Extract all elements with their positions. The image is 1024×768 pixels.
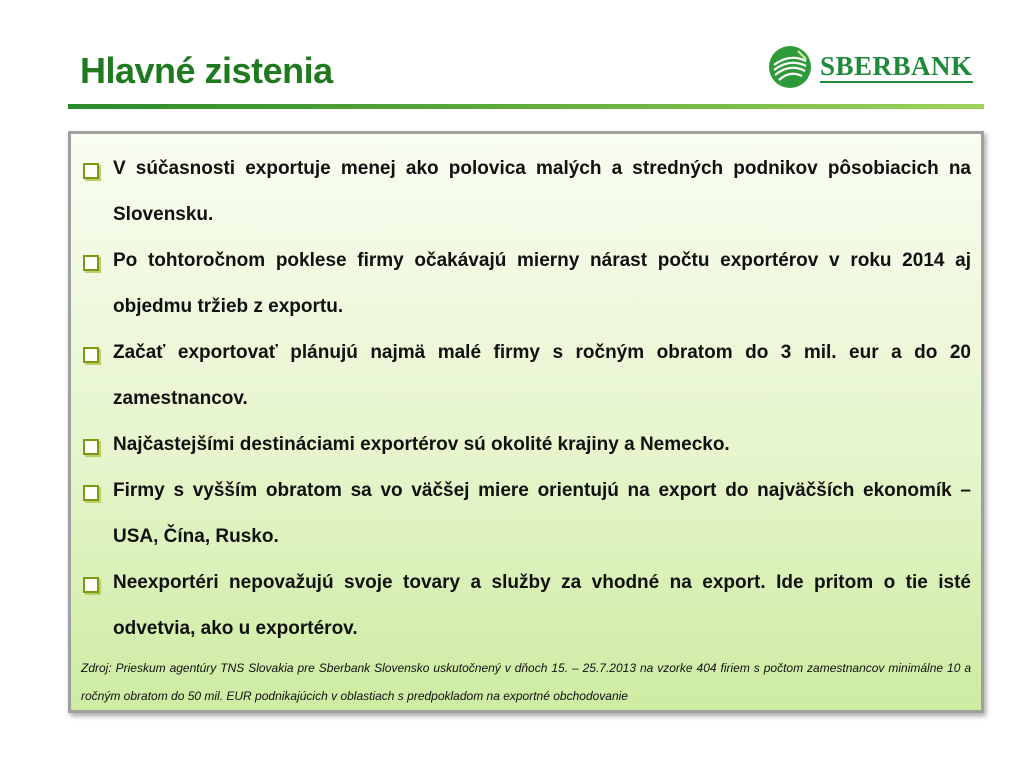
logo-wordmark: SBERBANK	[820, 51, 973, 81]
sberbank-logo	[768, 44, 983, 90]
finding-item	[81, 422, 971, 468]
source-note: Zdroj: Prieskum agentúry TNS Slovakia pre Sberbank Slovensko uskutočnený v dňoch 15. – 25.7.2013 na vzorke 404 firiem s počtom zamestnancov minimálne 10 a ročným obratom do 50 mil. EUR podnikajúcich v oblastiach s predpokladom na exportné obchodovanie	[81, 661, 971, 703]
finding-text: V súčasnosti exportuje menej ako polovica malých a stredných podnikov pôsobiacich na Slovensku.	[113, 158, 971, 225]
finding-text: Neexportéri nepovažujú svoje tovary a služby za vhodné na export. Ide pritom o tie isté odvetvia, ako u exportérov.	[113, 572, 971, 639]
findings-list	[81, 146, 971, 652]
finding-item	[81, 468, 971, 560]
finding-item	[81, 560, 971, 652]
checkbox-bullet-icon	[83, 485, 99, 501]
finding-text: Po tohtoročnom poklese firmy očakávajú mierny nárast počtu exportérov v roku 2014 aj objedmu tržieb z exportu.	[113, 250, 971, 317]
finding-text: Najčastejšími destináciami exportérov sú okolité krajiny a Nemecko.	[113, 434, 730, 455]
finding-text: Začať exportovať plánujú najmä malé firmy s ročným obratom do 3 mil. eur a do 20 zamestnancov.	[113, 342, 971, 409]
header-divider	[68, 104, 984, 109]
page-title: Hlavné zistenia	[80, 50, 333, 91]
checkbox-bullet-icon	[83, 163, 99, 179]
findings-panel	[68, 131, 984, 713]
finding-item	[81, 238, 971, 330]
checkbox-bullet-icon	[83, 347, 99, 363]
finding-text: Firmy s vyšším obratom sa vo väčšej miere orientujú na export do najväčších ekonomík – USA, Čína, Rusko.	[113, 480, 971, 547]
finding-item	[81, 146, 971, 238]
checkbox-bullet-icon	[83, 439, 99, 455]
finding-item	[81, 330, 971, 422]
checkbox-bullet-icon	[83, 255, 99, 271]
checkbox-bullet-icon	[83, 577, 99, 593]
sberbank-leaf-icon	[768, 45, 812, 89]
